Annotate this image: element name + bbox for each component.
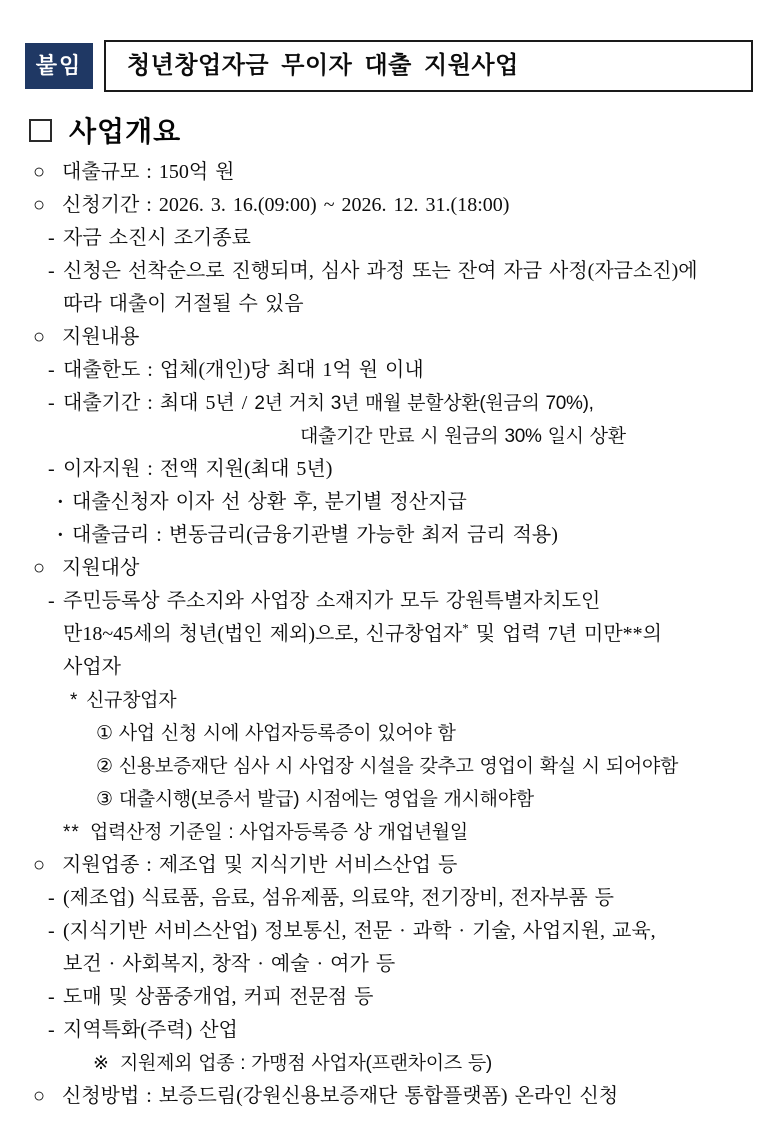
doc-line [0, 882, 780, 915]
list-bullet: · [57, 524, 64, 546]
doc-text: 대출금리 : 변동금리(금융기관별 가능한 최저 금리 적용) [72, 524, 558, 546]
doc-text: 신청방법 : 보증드림(강원신용보증재단 통합플랫폼) 온라인 신청 [62, 1085, 619, 1107]
doc-text: 지역특화(주력) 산업 [63, 1019, 238, 1041]
doc-text: 이자지원 : 전액 지원(최대 5년) [63, 458, 333, 480]
doc-line [0, 222, 780, 255]
doc-line [0, 585, 780, 618]
doc-text: 지원업종 : 제조업 및 지식기반 서비스산업 등 [62, 854, 458, 876]
list-bullet: - [48, 458, 55, 480]
doc-line [0, 816, 780, 849]
list-bullet: - [48, 392, 55, 414]
doc-line [0, 651, 780, 684]
doc-text: 지원제외 업종 : 가맹점 사업자(프랜차이즈 등) [120, 1053, 492, 1074]
section-title: 사업개요 [69, 116, 182, 147]
list-bullet: ○ [33, 161, 46, 183]
doc-text: 신청기간 : 2026. 3. 16.(09:00) ~ 2026. 12. 31.(18:00) [62, 194, 510, 216]
doc-text: 주민등록상 주소지와 사업장 소재지가 모두 강원특별자치도인 [63, 590, 601, 612]
doc-text: 대출규모 : 150억 원 [62, 161, 235, 183]
document-body [0, 156, 780, 1113]
list-bullet: ** [63, 822, 80, 843]
doc-text: 만18~45세의 청년(법인 제외)으로, 신규창업자 [63, 623, 463, 645]
doc-line [0, 552, 780, 585]
document-title: 청년창업자금 무이자 대출 지원사업 [127, 52, 519, 79]
doc-text: 지원내용 [62, 326, 140, 348]
list-bullet: - [48, 986, 55, 1008]
list-bullet: - [48, 260, 55, 282]
doc-line [0, 486, 780, 519]
doc-line [0, 684, 780, 717]
doc-text: * [462, 620, 469, 636]
doc-text: 도매 및 상품중개업, 커피 전문점 등 [63, 986, 374, 1008]
doc-line [0, 915, 780, 948]
doc-line [0, 1014, 780, 1047]
doc-line [0, 354, 780, 387]
doc-line [0, 321, 780, 354]
square-checkbox-icon [29, 119, 52, 142]
doc-line [0, 750, 780, 783]
document-title-box [104, 40, 753, 92]
list-bullet: ○ [33, 326, 46, 348]
list-bullet: ※ [93, 1053, 109, 1074]
doc-text: 지원대상 [62, 557, 140, 579]
list-bullet: ○ [33, 194, 46, 216]
doc-text: 따라 대출이 거절될 수 있음 [63, 293, 304, 315]
list-bullet: ○ [33, 854, 46, 876]
doc-line [0, 288, 780, 321]
doc-text: 사업자 [63, 656, 121, 678]
list-bullet: - [48, 227, 55, 249]
doc-line [0, 387, 780, 420]
doc-line [0, 1047, 780, 1080]
doc-text: 대출기간 만료 시 원금의 30% 일시 상환 [300, 426, 626, 447]
doc-text: 업력산정 기준일 : 사업자등록증 상 개업년월일 [90, 822, 468, 843]
doc-text: 신청은 선착순으로 진행되며, 심사 과정 또는 잔여 자금 사정(자금소진)에 [63, 260, 698, 282]
doc-text: ③ 대출시행(보증서 발급) 시점에는 영업을 개시해야함 [96, 789, 534, 810]
doc-text: ② 신용보증재단 심사 시 사업장 시설을 갖추고 영업이 확실 시 되어야함 [96, 756, 679, 777]
doc-line [0, 981, 780, 1014]
doc-line [0, 255, 780, 288]
doc-text: 대출한도 : 업체(개인)당 최대 1억 원 이내 [63, 359, 424, 381]
doc-text: (지식기반 서비스산업) 정보통신, 전문 · 과학 · 기술, 사업지원, 교육, [63, 920, 656, 942]
doc-text: 자금 소진시 조기종료 [63, 227, 251, 249]
doc-line [0, 453, 780, 486]
list-bullet: - [48, 590, 55, 612]
list-bullet: - [48, 359, 55, 381]
doc-text: 신규창업자 [86, 690, 177, 711]
doc-line [0, 519, 780, 552]
attachment-badge: 붙임 [25, 43, 93, 89]
list-bullet: * [70, 690, 78, 711]
doc-text: 2년 거치 3년 매월 분할상환(원금의 70%), [254, 393, 594, 414]
doc-text: (제조업) 식료품, 음료, 섬유제품, 의료약, 전기장비, 전자부품 등 [63, 887, 614, 909]
doc-line [0, 1080, 780, 1113]
list-bullet: - [48, 887, 55, 909]
doc-text: 및 업력 7년 미만**의 [468, 623, 663, 645]
list-bullet: - [48, 1019, 55, 1041]
document-header [25, 40, 753, 92]
doc-text: 대출기간 : 최대 5년 / [63, 392, 255, 414]
list-bullet: ○ [33, 1085, 46, 1107]
doc-line [0, 420, 780, 453]
section-heading [29, 110, 181, 150]
doc-line [0, 717, 780, 750]
doc-text: ① 사업 신청 시에 사업자등록증이 있어야 함 [96, 723, 456, 744]
list-bullet: ○ [33, 557, 46, 579]
doc-line [0, 849, 780, 882]
doc-line [0, 156, 780, 189]
doc-line [0, 618, 780, 651]
list-bullet: - [48, 920, 55, 942]
list-bullet: · [57, 491, 64, 513]
doc-line [0, 783, 780, 816]
doc-line [0, 189, 780, 222]
doc-text: 보건 · 사회복지, 창작 · 예술 · 여가 등 [63, 953, 396, 975]
doc-text: 대출신청자 이자 선 상환 후, 분기별 정산지급 [72, 491, 467, 513]
doc-line [0, 948, 780, 981]
